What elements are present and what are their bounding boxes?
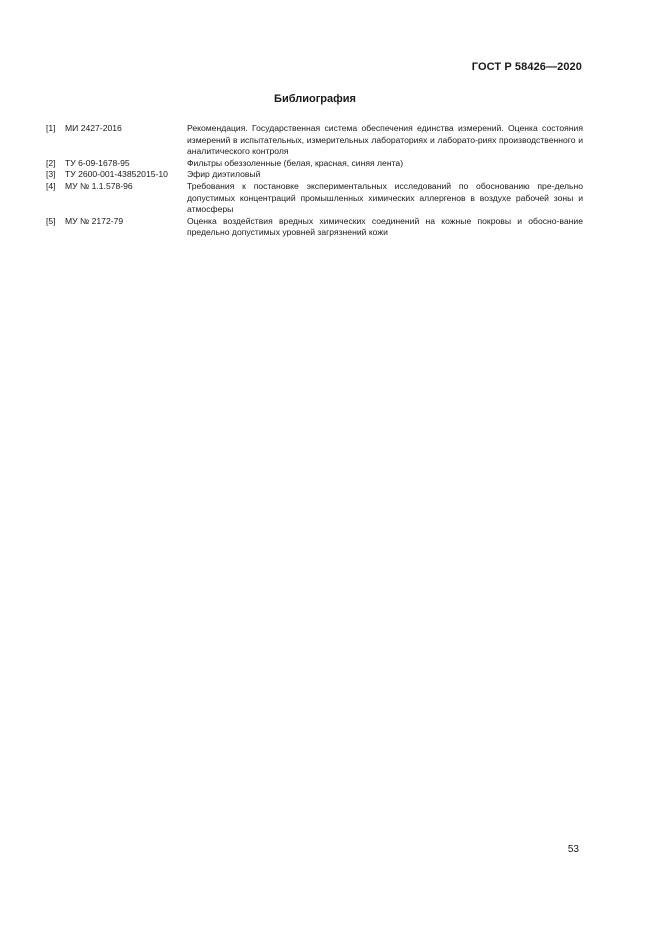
entry-number: [2] <box>46 157 56 168</box>
bibliography-entry <box>46 169 583 181</box>
section-title: Библиография <box>274 93 356 105</box>
entry-number: [1] <box>46 123 56 133</box>
entry-code: МУ № 1.1.578-96 <box>65 180 133 191</box>
bibliography-entry <box>46 216 583 239</box>
document-standard-id: ГОСТ Р 58426—2020 <box>471 61 582 73</box>
entry-description: Рекомендация. Государственная система обеспечения единства измерений. Оценка состояния измерений в испытательных, измерительных лабораториях и лаборато-риях производственного и аналитического контроля <box>187 123 583 157</box>
entry-code: МИ 2427-2016 <box>65 123 122 133</box>
bibliography-list <box>46 123 583 239</box>
entry-description: Фильтры обеззоленные (белая, красная, синяя лента) <box>187 157 404 168</box>
entry-code: МУ № 2172-79 <box>65 215 124 226</box>
entry-code: ТУ 2600-001-43852015-10 <box>65 169 168 180</box>
entry-description: Требования к постановке экспериментальных исследований по обоснованию пре-дельно допустимых концентраций промышленных химических аллергенов в воздухе рабочей зоны и атмосферы <box>187 180 583 215</box>
entry-code: ТУ 6-09-1678-95 <box>65 157 130 168</box>
entry-number: [4] <box>46 180 56 191</box>
entry-description: Эфир диэтиловый <box>187 169 261 180</box>
entry-number: [3] <box>46 169 56 180</box>
entry-number: [5] <box>46 215 56 226</box>
entry-description: Оценка воздействия вредных химических соединений на кожные покровы и обосно-вание предельно допустимых уровней загрязнений кожи <box>187 215 583 238</box>
bibliography-entry <box>46 181 583 216</box>
page-number: 53 <box>567 844 579 855</box>
bibliography-entry <box>46 158 583 170</box>
bibliography-entry <box>46 123 583 158</box>
